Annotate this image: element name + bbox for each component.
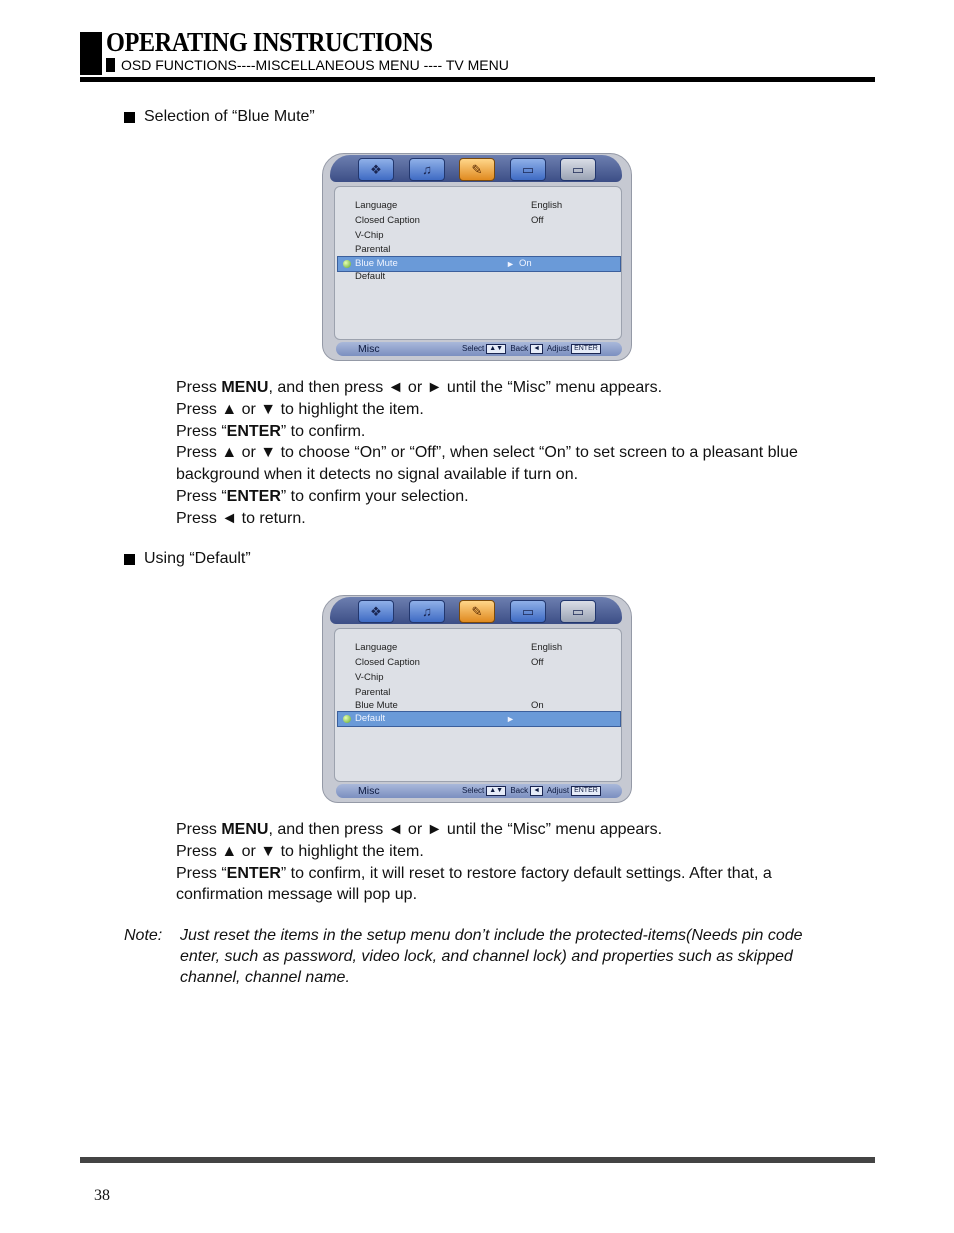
instruction-line: Press ▲ or ▼ to highlight the item. [176,400,424,418]
menu-item-label: Blue Mute [355,700,398,711]
note [124,925,844,988]
film-icon: ❖ [358,600,394,623]
left-key-icon: ◄ [530,344,543,354]
music-icon: ♫ [409,158,445,181]
enter-key-text: ENTER [226,864,281,882]
menu-item-label: Closed Caption [355,215,420,226]
osd-footer [336,784,622,798]
menu-item-value: Off [531,657,544,668]
enter-key-icon: ENTER [571,344,601,354]
film-icon: ❖ [358,158,394,181]
left-key-icon: ◄ [530,786,543,796]
enter-key-icon: ENTER [571,786,601,796]
menu-item-label: V-Chip [355,230,384,241]
menu-item-closed-caption [355,214,623,228]
menu-item-value: English [531,642,563,653]
hint-select: Select [462,786,485,795]
text: Press “ [176,487,227,505]
osd-hint [462,784,603,798]
tv-icon: ▭ [510,600,546,623]
text: Press “ [176,864,227,882]
osd-icon-bar [330,155,622,182]
header-rule [80,77,875,82]
monitor-icon: ▭ [560,158,596,181]
enter-key-text: ENTER [226,422,281,440]
selection-dot-icon [343,715,351,723]
note-text: Just reset the items in the setup menu don’t include the protected-items(Needs pin code enter, such as password, video lock, and channel lock) and properties such as skipped channel, channel name. [180,927,803,986]
music-icon: ♫ [409,600,445,623]
instruction-line: Press ▲ or ▼ to highlight the item. [176,842,424,860]
tv-icon: ▭ [510,158,546,181]
section-heading-text: Selection of “Blue Mute” [144,108,315,125]
section-heading-text: Using “Default” [144,550,251,567]
text: ” to confirm. [280,422,366,440]
page-title: OPERATING INSTRUCTIONS [106,27,433,57]
hint-adjust: Adjust [546,344,570,353]
section-heading-blue-mute [124,108,315,126]
text: Press [176,379,222,396]
header-block [80,32,102,75]
bullet-square [124,554,135,565]
page-number: 38 [94,1187,110,1204]
menu-item-language [355,199,623,213]
monitor-icon: ▭ [560,600,596,623]
menu-item-default-highlighted [337,711,621,727]
menu-key-text: MENU [221,379,269,396]
hint-back: Back [510,786,529,795]
menu-item-v-chip [355,229,623,243]
up-down-key-icon: ▲▼ [486,344,506,354]
text: ” to confirm your selection. [280,487,469,505]
instruction-line [176,863,856,907]
instruction-line [176,819,856,841]
instruction-line: Press ◄ to return. [176,509,306,527]
instruction-line [176,486,856,508]
menu-item-label: Language [355,200,398,211]
selection-dot-icon [343,260,351,268]
menu-item-language [355,641,623,655]
instructions-blue-mute [176,377,856,530]
menu-item-label: Parental [355,687,391,698]
osd-menu-panel [334,628,622,782]
subtitle-text: OSD FUNCTIONS----MISCELLANEOUS MENU ---- TV MENU [121,57,509,73]
section-heading-default [124,550,251,568]
wrench-icon: ✎ [459,600,495,623]
text: Press [176,821,222,838]
menu-item-value: On [531,700,544,711]
osd-menu-title: Misc [358,343,380,355]
text: , and then press ◄ or ► until the “Misc” menu appears. [268,379,663,396]
menu-item-value: On [519,258,532,269]
osd-menu-blue-mute [322,153,632,363]
menu-item-label: Default [355,713,386,724]
hint-adjust: Adjust [546,786,570,795]
text: Press “ [176,422,227,440]
up-down-key-icon: ▲▼ [486,786,506,796]
wrench-icon: ✎ [459,158,495,181]
menu-item-label: Default [355,271,386,282]
arrow-right-icon: ► [506,259,515,269]
arrow-right-icon: ► [506,714,515,724]
menu-key-text: MENU [221,821,269,838]
instruction-line [176,377,856,399]
text: ” to confirm, it will reset to restore factory default settings. After that, a confirmation message will pop up. [176,864,772,904]
page-subtitle [106,57,509,73]
menu-item-parental [355,243,623,257]
instructions-default [176,819,856,906]
text: , and then press ◄ or ► until the “Misc” menu appears. [268,821,663,838]
hint-back: Back [510,344,529,353]
menu-item-label: Closed Caption [355,657,420,668]
menu-item-label: Blue Mute [355,258,398,269]
instruction-line [176,421,856,443]
osd-icon-bar [330,597,622,624]
menu-item-parental [355,686,623,700]
menu-item-default [355,270,623,284]
menu-item-label: Parental [355,244,391,255]
menu-item-value: Off [531,215,544,226]
menu-item-v-chip [355,671,623,685]
osd-menu-panel [334,186,622,340]
subtitle-marker [106,58,115,72]
footer-rule [80,1157,875,1163]
menu-item-label: Language [355,642,398,653]
menu-item-label: V-Chip [355,672,384,683]
note-label: Note: [124,927,163,944]
menu-item-value: English [531,200,563,211]
instruction-line: Press ▲ or ▼ to choose “On” or “Off”, when select “On” to set screen to a pleasant blue background when it detects no signal available if turn on. [176,444,798,484]
menu-item-closed-caption [355,656,623,670]
osd-hint [462,342,603,356]
osd-footer [336,342,622,356]
enter-key-text: ENTER [226,487,281,505]
hint-select: Select [462,344,485,353]
bullet-square [124,112,135,123]
osd-menu-default [322,595,632,805]
osd-menu-title: Misc [358,785,380,797]
